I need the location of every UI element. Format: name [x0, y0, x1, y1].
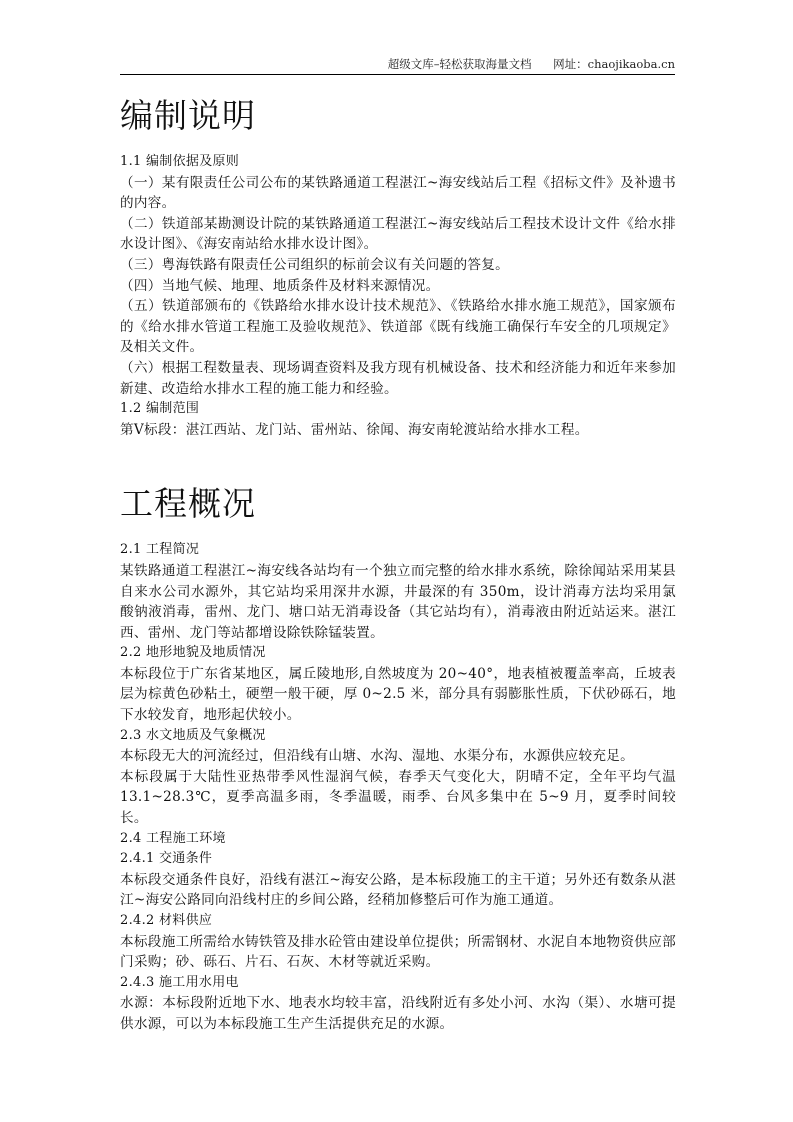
section-title-project-overview: 工程概况	[120, 484, 256, 524]
material-supply-text: 本标段施工所需给水铸铁管及排水砼管由建设单位提供；所需钢材、水泥自本地物资供应部门采购；砂、砾石、片石、石灰、木材等就近采购。	[120, 933, 676, 971]
basis-item-6: （六）根据工程数量表、现场调查资料及我方现有机械设备、技术和经济能力和近年来参加新建、改造给水排水工程的施工能力和经验。	[120, 359, 676, 397]
water-power-text: 水源：本标段附近地下水、地表水均较丰富，沿线附近有多处小河、水沟（渠）、水塘可提供水源，可以为本标段施工生产生活提供充足的水源。	[120, 995, 676, 1032]
subsection-heading-2-4-3: 2.4.3 施工用水用电	[120, 974, 239, 990]
traffic-text: 本标段交通条件良好，沿线有湛江~海安公路，是本标段施工的主干道；另外还有数条从湛江~海安公路同向沿线村庄的乡间公路，经稍加修整后可作为施工通道。	[120, 871, 676, 909]
subsection-heading-2-4: 2.4 工程施工环境	[120, 830, 226, 846]
basis-item-1: （一）某有限责任公司公布的某铁路通道工程湛江~海安线站后工程《招标文件》及补遗书的内容。	[120, 174, 676, 212]
subsection-heading-2-3: 2.3 水文地质及气象概况	[120, 727, 266, 743]
subsection-heading-2-4-1: 2.4.1 交通条件	[120, 851, 213, 867]
basis-item-5: （五）铁道部颁布的《铁路给水排水设计技术规范》、《铁路给水排水施工规范》，国家颁布的《给水排水管道工程施工及验收规范》、铁道部《既有线施工确保行车安全的几项规定》及相关文件。	[120, 298, 676, 356]
basis-item-2: （二）铁道部某勘测设计院的某铁路通道工程湛江~海安线站后工程技术设计文件《给水排水设计图》、《海安南站给水排水设计图》。	[120, 215, 676, 253]
page-header	[120, 56, 675, 75]
basis-item-3: （三）粤海铁路有限责任公司组织的标前会议有关问题的答复。	[120, 256, 510, 273]
subsection-heading-2-4-2: 2.4.2 材料供应	[120, 913, 213, 928]
document-body	[120, 90, 676, 1035]
project-summary-text: 某铁路通道工程湛江~海安线各站均有一个独立而完整的给水排水系统，除徐闻站采用某县自来水公司水源外，其它站均采用深井水源，井最深的有 350m，设计消毒方法均采用氯酸钠液消毒，雷州、龙门、塘口站无消毒设备（其它站均有），消毒液由附近站运来。湛江西、雷州、龙门等站都增设除铁除锰装置。	[120, 562, 676, 641]
basis-item-4: （四）当地气候、地理、地质条件及材料来源情况。	[120, 277, 440, 294]
subsection-heading-1-1: 1.1 编制依据及原则	[120, 154, 240, 169]
header-url: 网址：chaojikaoba.cn	[553, 57, 675, 71]
subsection-heading-2-2: 2.2 地形地貌及地质情况	[120, 645, 266, 661]
terrain-text: 本标段位于广东省某地区，属丘陵地形,自然坡度为 20~40°，地表植被覆盖率高，丘坡表层为棕黄色砂粘土，硬塑一般干硬，厚 0~2.5 米，部分具有弱膨胀性质，下伏砂砾石，地下水较发育，地形起伏较小。	[120, 665, 676, 724]
climate-text: 本标段属于大陆性亚热带季风性湿润气候，春季天气变化大，阴晴不定，全年平均气温 13.1~28.3℃，夏季高温多雨，冬季温暖，雨季、台风多集中在 5~9 月，夏季时间较长。	[120, 768, 676, 827]
subsection-heading-2-1: 2.1 工程简况	[120, 542, 200, 558]
subsection-heading-1-2: 1.2 编制范围	[120, 401, 200, 417]
section-title-preparation-notes: 编制说明	[120, 96, 256, 135]
scope-text: 第Ⅴ标段：湛江西站、龙门站、雷州站、徐闻、海安南轮渡站给水排水工程。	[120, 421, 589, 438]
header-site-name: 超级文库–轻松获取海量文档	[387, 57, 532, 71]
hydrology-text: 本标段无大的河流经过，但沿线有山塘、水沟、湿地、水渠分布，水源供应较充足。	[120, 748, 635, 765]
